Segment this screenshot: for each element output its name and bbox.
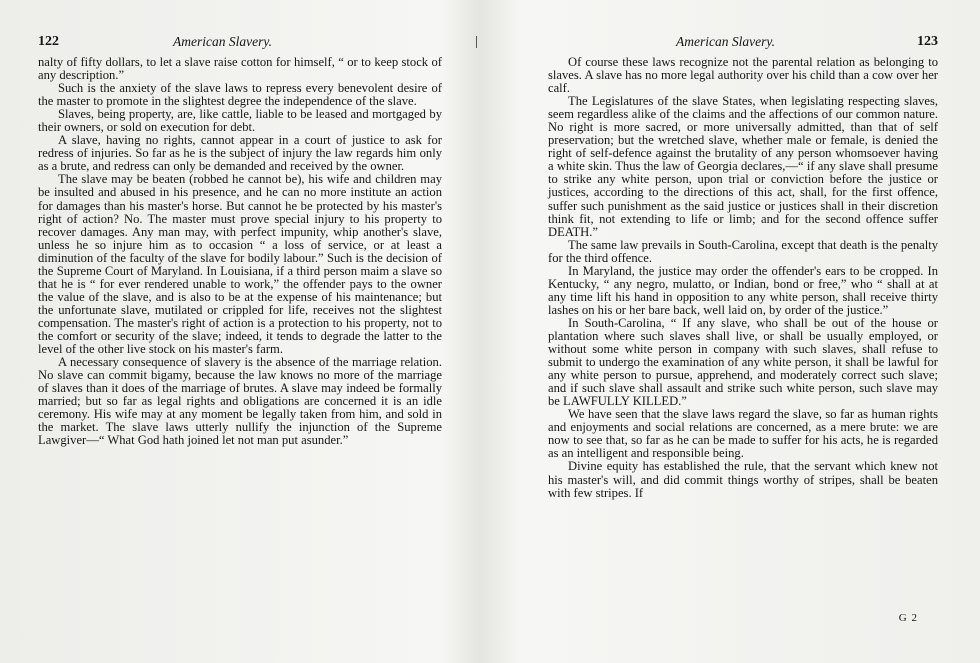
right-running-head — [548, 34, 938, 56]
paragraph: The Legislatures of the slave States, when legislating respecting slaves, seem regardless alike of the claims and the affections of our common nature. No right is more sacred, or more universally admitted, than that of self preservation; but the wretched slave, whether male or female, is denied the right of self-defence against the brutality of any person whomsoever having a white skin. Thus the law of Georgia declares,—“ if any slave shall presume to strike any white person, upon trial or conviction before the justice or justices, according to the directions of this act, shall, for the first offence, suffer such punishment as the said justice or justices shall in their discretion think fit, not extending to life or limb; and for the second offence suffer DEATH.” — [548, 94, 938, 239]
left-body-text — [38, 56, 442, 447]
paragraph: Divine equity has established the rule, that the servant which knew not his master's will, and did commit things worthy of stripes, shall be beaten with few stripes. If — [548, 459, 938, 500]
left-page — [38, 34, 442, 447]
left-page-number: 122 — [38, 34, 59, 49]
paragraph: A necessary consequence of slavery is the absence of the marriage relation. No slave can commit bigamy, because the law knows no more of the marriage of slaves than it does of the marriage of brutes. A slave may indeed be formally married; but so far as legal rights and obligations are concerned it is an idle ceremony. His wife may at any moment be legally taken from him, and sold in the market. The slave laws utterly nullify the injunction of the Supreme Lawgiver—“ What God hath joined let not man put asunder.” — [38, 355, 442, 448]
right-page-number: 123 — [917, 34, 938, 49]
signature-mark: G 2 — [898, 612, 918, 624]
paragraph: nalty of fifty dollars, to let a slave raise cotton for himself, “ or to keep stock of any description.” — [38, 55, 442, 83]
paragraph: Slaves, being property, are, like cattle, liable to be leased and mortgaged by their owners, or sold on execution for debt. — [38, 107, 442, 135]
paragraph: Of course these laws recognize not the parental relation as belonging to slaves. A slave has no more legal authority over his child than a cow over her calf. — [548, 55, 938, 96]
gutter-mark — [476, 36, 477, 48]
paragraph: The same law prevails in South-Carolina, except that death is the penalty for the third offence. — [548, 237, 938, 265]
paragraph: A slave, having no rights, cannot appear in a court of justice to ask for redress of injuries. So far as he is the subject of injury the law regards him only as a brute, and redress can only be demanded and received by the owner. — [38, 133, 442, 174]
right-page — [548, 34, 938, 500]
paragraph: The slave may be beaten (robbed he cannot be), his wife and children may be insulted and abused in his presence, and he can no more institute an action for damages than his master's horse. But cannot he be protected by his master's right of action? No. The master must prove special injury to his property to recover damages. Any man may, with perfect impunity, whip another's slave, unless he so injure him as to occasion “ a loss of service, or at least a diminution of the faculty of the slave for bodily labour.” Such is the decision of the Supreme Court of Maryland. In Louisiana, if a third person maim a slave so that he is “ for ever rendered unable to work,” the offender pays to the owner the value of the slave, and is also to be at the expense of his maintenance; but the unfortunate slave, mutilated or crippled for life, receives not the slightest compensation. The master's right of action is a protection to his property, not to the comfort or security of the slave; indeed, it tends to degrade the latter to the level of the other live stock on his master's farm. — [38, 172, 442, 357]
paragraph: In Maryland, the justice may order the offender's ears to be cropped. In Kentucky, “ any negro, mulatto, or Indian, bond or free,” who “ shall at at any time lift his hand in opposition to any white person, shall receive thirty lashes on his or her bare back, well laid on, by order of the justice.” — [548, 263, 938, 317]
paragraph: We have seen that the slave laws regard the slave, so far as human rights and enjoyments and social relations are concerned, as a mere brute: we are now to see that, so far as he can be made to suffer for his acts, he is regarded as an intelligent and responsible being. — [548, 407, 938, 461]
paragraph: In South-Carolina, “ If any slave, who shall be out of the house or plantation where such slaves shall live, or shall be usually employed, or without some white person in company with such slaves, shall refuse to submit to undergo the examination of any white person, it shall be lawful for any white person to pursue, apprehend, and moderately correct such slave; and if such slave shall assault and strike such white person, such slave may be LAWFULLY KILLED.” — [548, 315, 938, 409]
right-running-title: American Slavery. — [676, 34, 775, 49]
paragraph: Such is the anxiety of the slave laws to repress every benevolent desire of the master to promote in the slightest degree the independence of the slave. — [38, 81, 442, 109]
left-running-head — [38, 34, 442, 56]
right-body-text — [548, 56, 938, 500]
left-running-title: American Slavery. — [173, 34, 272, 49]
